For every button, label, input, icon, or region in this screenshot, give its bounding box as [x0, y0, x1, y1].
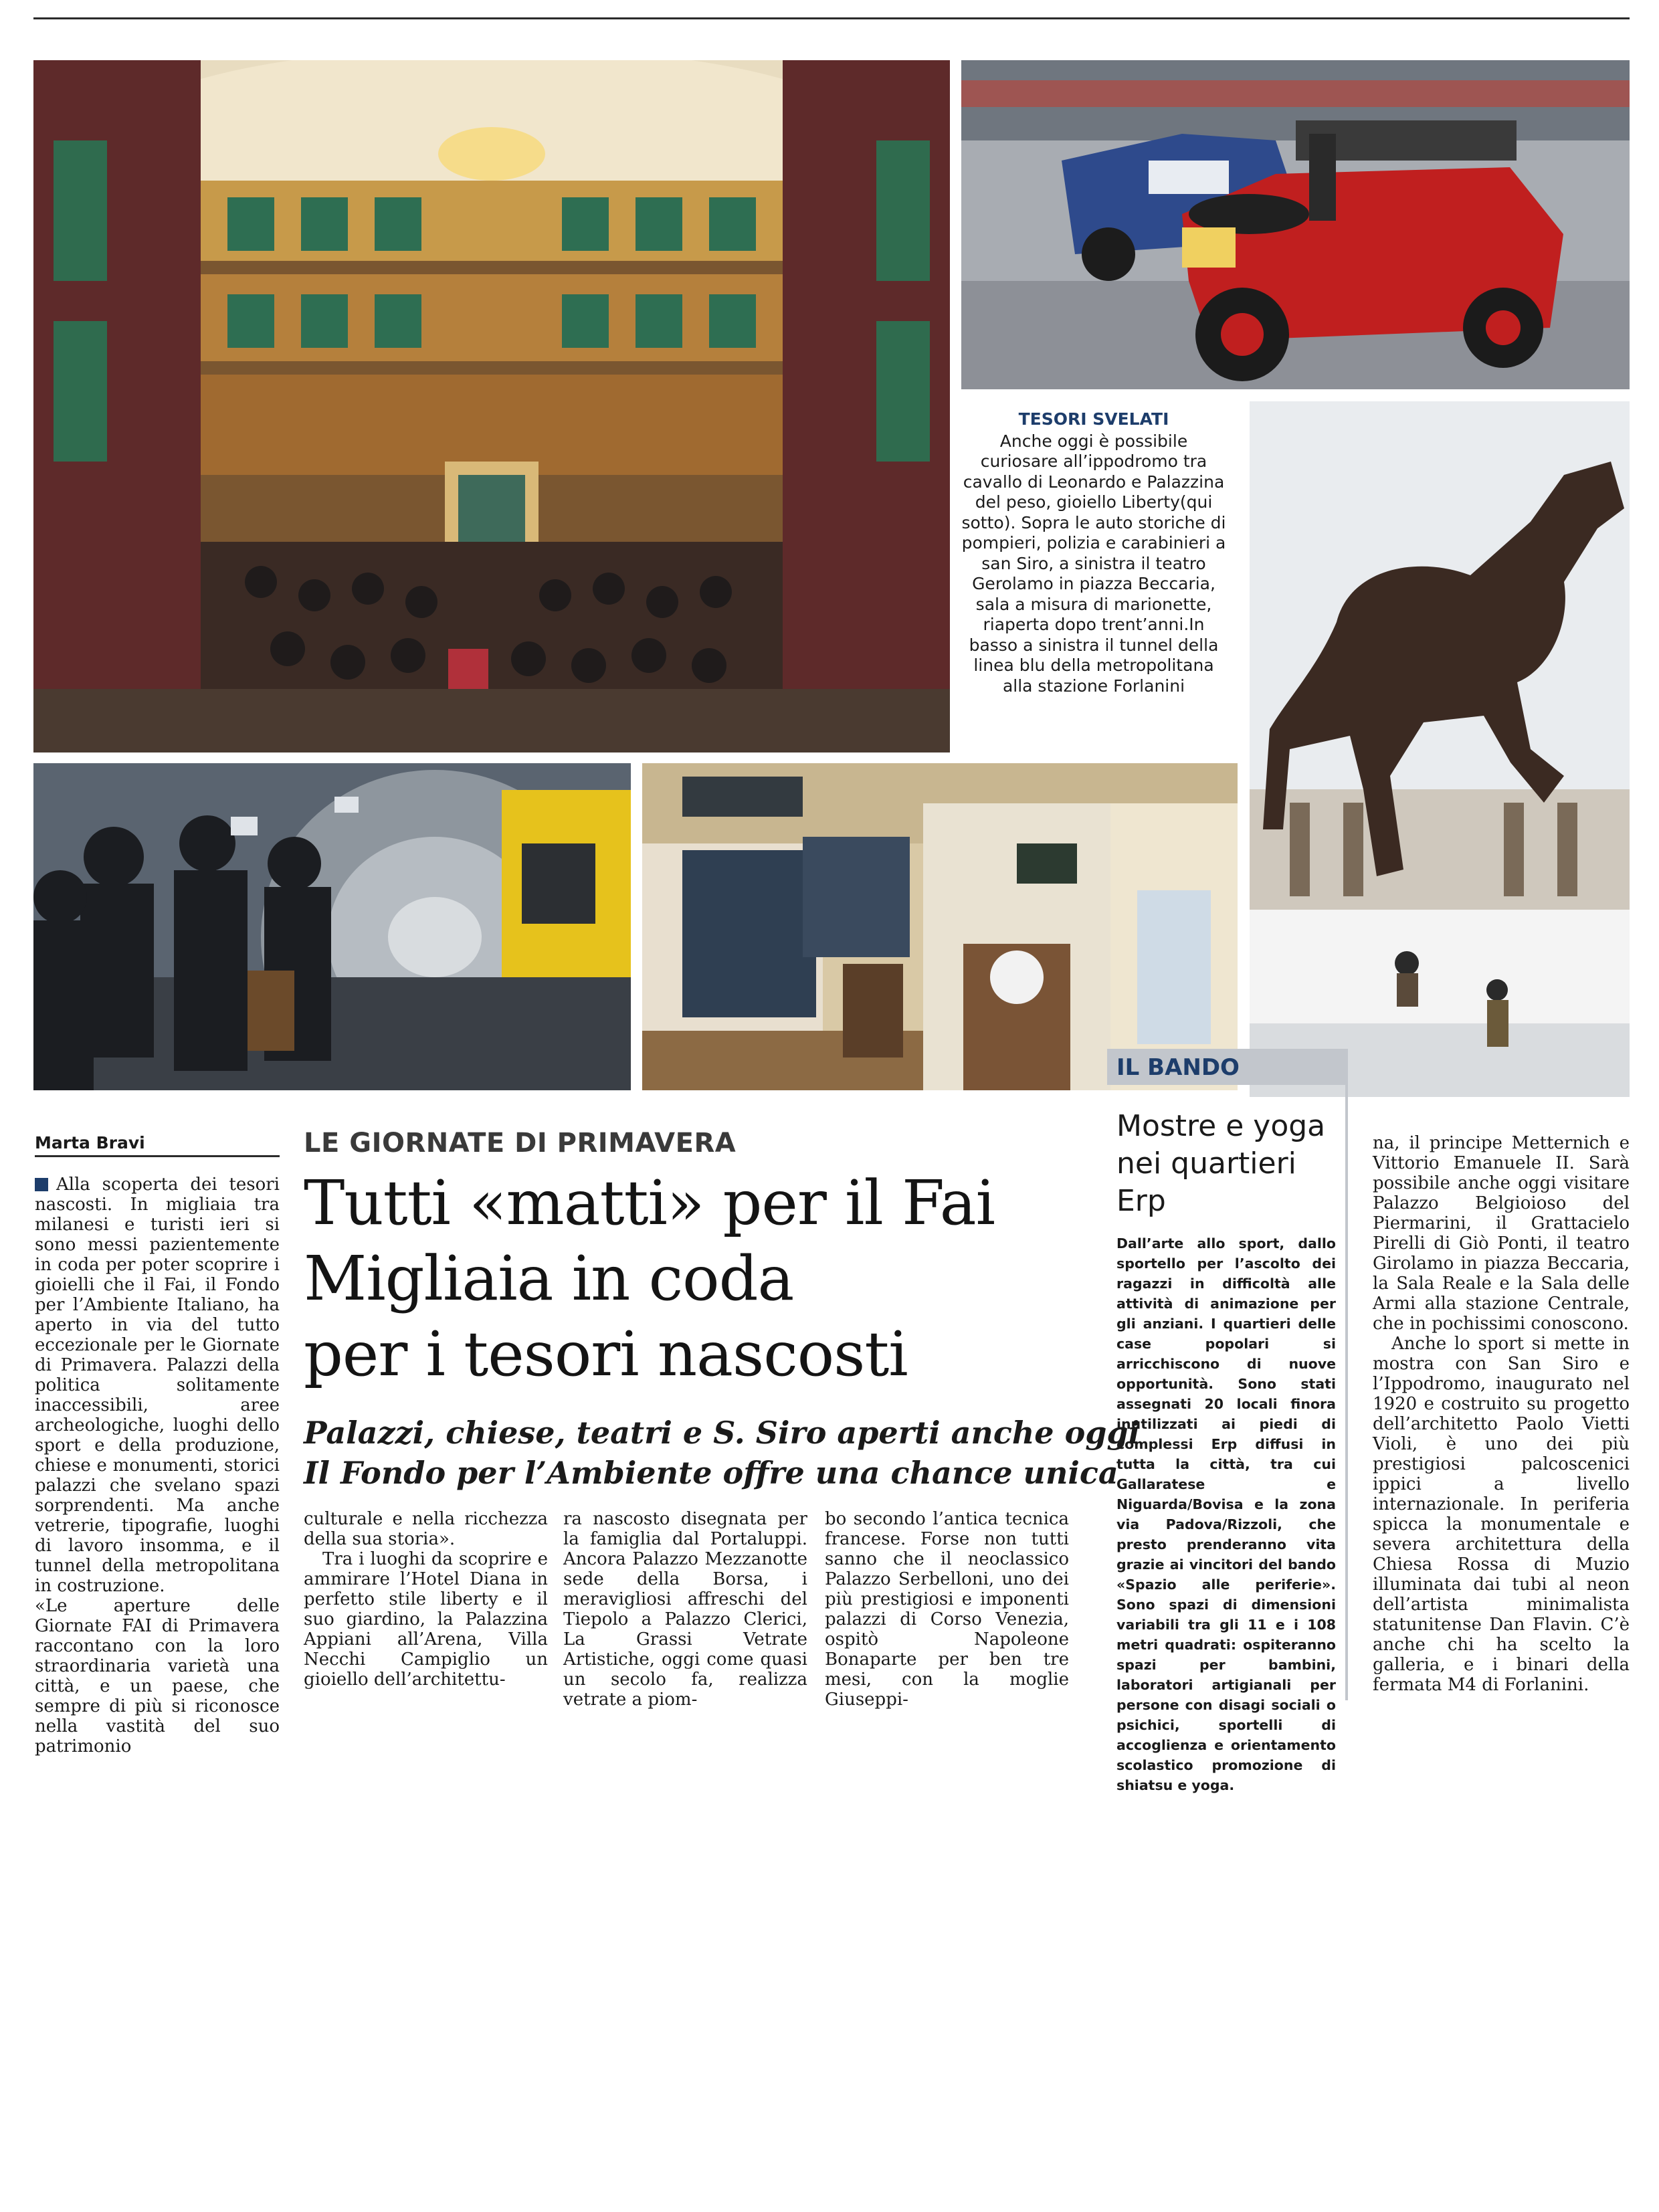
headline-line: Migliaia in coda [304, 1243, 794, 1314]
article-paragraph: Tra i luoghi da scoprire e ammirare l’Hotel Diana in perfetto stile liberty e il suo giardino, la Palazzina Appiani all’Arena, Villa Necchi Campiglio un gioiello dell’architettu- [304, 1549, 548, 1690]
article-column-2 [304, 1509, 548, 1690]
byline: Marta Bravi [35, 1133, 280, 1157]
subheadline-line: Il Fondo per l’Ambiente offre una chance unica [304, 1455, 1118, 1491]
headline-line: per i tesori nascosti [304, 1318, 908, 1390]
article-paragraph: culturale e nella ricchezza della sua storia». [304, 1509, 548, 1549]
subheadline-line: Palazzi, chiese, teatri e S. Siro aperti anche oggi [304, 1415, 1141, 1451]
bando-text: Dall’arte allo sport, dallo sportello per l’ascolto dei ragazzi in difficoltà alle attività di animazione per gli anziani. I quartieri delle case popolari si arricchiscono di nuove opportunità. Sono stati assegnati 20 locali finora inutilizzati ai piedi di complessi Erp diffusi in tutta la città, tra cui Gallaratese e Niguarda/Bovisa e la zona via Padova/Rizzoli, che presto prenderanno vita grazie ai vincitori del bando «Spazio alle periferie». Sono spazi di dimensioni variabili tra gli 11 e i 108 metri quadrati: ospiteranno spazi per bambini, laboratori artigianali per persone con disagi sociali o psichici, sportelli di accoglienza e orientamento scolastico promozione di shiatsu e yoga. [1116, 1235, 1336, 1793]
bando-box [1107, 1085, 1348, 1793]
kicker: LE GIORNATE DI PRIMAVERA [304, 1128, 737, 1159]
photo-tunnel-metropolitana [33, 763, 631, 1090]
article-paragraph: na, il principe Metternich e Vittorio Emanuele II. Sarà possibile anche oggi visitare Palazzo Belgioioso del Piermarini, il Grattacielo Pirelli di Giò Ponti, il teatro Girolamo in piazza Beccaria, la Sala Reale e la Sala delle Armi alla stazione Centrale, che in pochissimi conoscono. [1373, 1133, 1630, 1334]
article-paragraph: bo secondo l’antica tecnica francese. Forse non tutti sanno che il neoclassico Palazzo Serbelloni, uno dei più prestigiosi e imponenti palazzi di Corso Venezia, ospitò Napoleone Bonaparte per ben tre mesi, con la moglie Giuseppi- [825, 1509, 1069, 1710]
caption-title: TESORI SVELATI [1018, 409, 1169, 429]
article-column-3 [563, 1509, 807, 1710]
article-column-1 [35, 1175, 280, 1756]
article-column-6 [1373, 1133, 1630, 1695]
photo-caption [960, 409, 1228, 696]
article-paragraph: ra nascosto disegnata per la famiglia dal Portaluppi. Ancora Palazzo Mezzanotte sede della Borsa, i meravigliosi affreschi del Tiepolo a Palazzo Clerici, La Grassi Vetrate Artistiche, oggi come quasi un secolo fa, realizza vetrate a piom- [563, 1509, 807, 1710]
caption-text: Anche oggi è possibile curiosare all’ippodromo tra cavallo di Leonardo e Palazzina del peso, gioiello Liberty(qui sotto). Sopra le auto storiche di pompieri, polizia e carabinieri a san Siro, a sinistra il teatro Gerolamo in piazza Beccaria, sala a misura di marionette, riaperta dopo trent’anni.In basso a sinistra il tunnel della linea blu della metropolitana alla stazione Forlanini [961, 431, 1226, 696]
headline-line: Tutti «matti» per il Fai [304, 1167, 995, 1239]
photo-palazzina-del-peso [642, 763, 1238, 1090]
top-rule [33, 17, 1630, 19]
headline [304, 1165, 1106, 1392]
photo-auto-storiche [961, 60, 1630, 389]
article-paragraph: Anche lo sport si mette in mostra con San Siro e l’Ippodromo, inaugurato nel 1920 e costruito su progetto dell’architetto Paolo Vietti Violi, è uno dei più prestigiosi palcoscenici ippici a livello internazionale. In periferia spicca la monumentale e severa architettura della Chiesa Rossa di Muzio illuminata dai tubi al neon dell’artista minimalista statunitense Dan Flavin. C’è anche chi ha scelto la galleria, e i binari della fermata M4 di Forlanini. [1373, 1334, 1630, 1695]
article-lead-paragraph: Alla scoperta dei tesori nascosti. In migliaia tra milanesi e turisti ieri si sono messi pazientemente in coda per poter scoprire i gioielli che il Fai, il Fondo per l’Ambiente Italiano, ha aperto in via del tutto eccezionale per le Giornate di Primavera. Palazzi della politica solitamente inaccessibili, aree archeologiche, luoghi dello sport e della produzione, chiese e monumenti, storici palazzi che svelano spazi sorprendenti. Ma anche vetrerie, tipografie, luoghi di lavoro insomma, e il tunnel della metropolitana in costruzione. [35, 1175, 280, 1596]
bando-label: IL BANDO [1107, 1049, 1348, 1085]
bullet-square-icon [35, 1178, 48, 1191]
article-quote-paragraph: «Le aperture delle Giornate FAI di Primavera raccontano con la loro straordinaria varietà una città, e un paese, che sempre di più si riconosce nella vastità del suo patrimonio [35, 1596, 280, 1756]
photo-teatro-gerolamo [33, 60, 950, 752]
article-column-4 [825, 1509, 1069, 1710]
subheadline [304, 1413, 1141, 1493]
bando-title: Mostre e yoga nei quartieri Erp [1116, 1109, 1326, 1218]
photo-cavallo-leonardo [1250, 401, 1630, 1097]
